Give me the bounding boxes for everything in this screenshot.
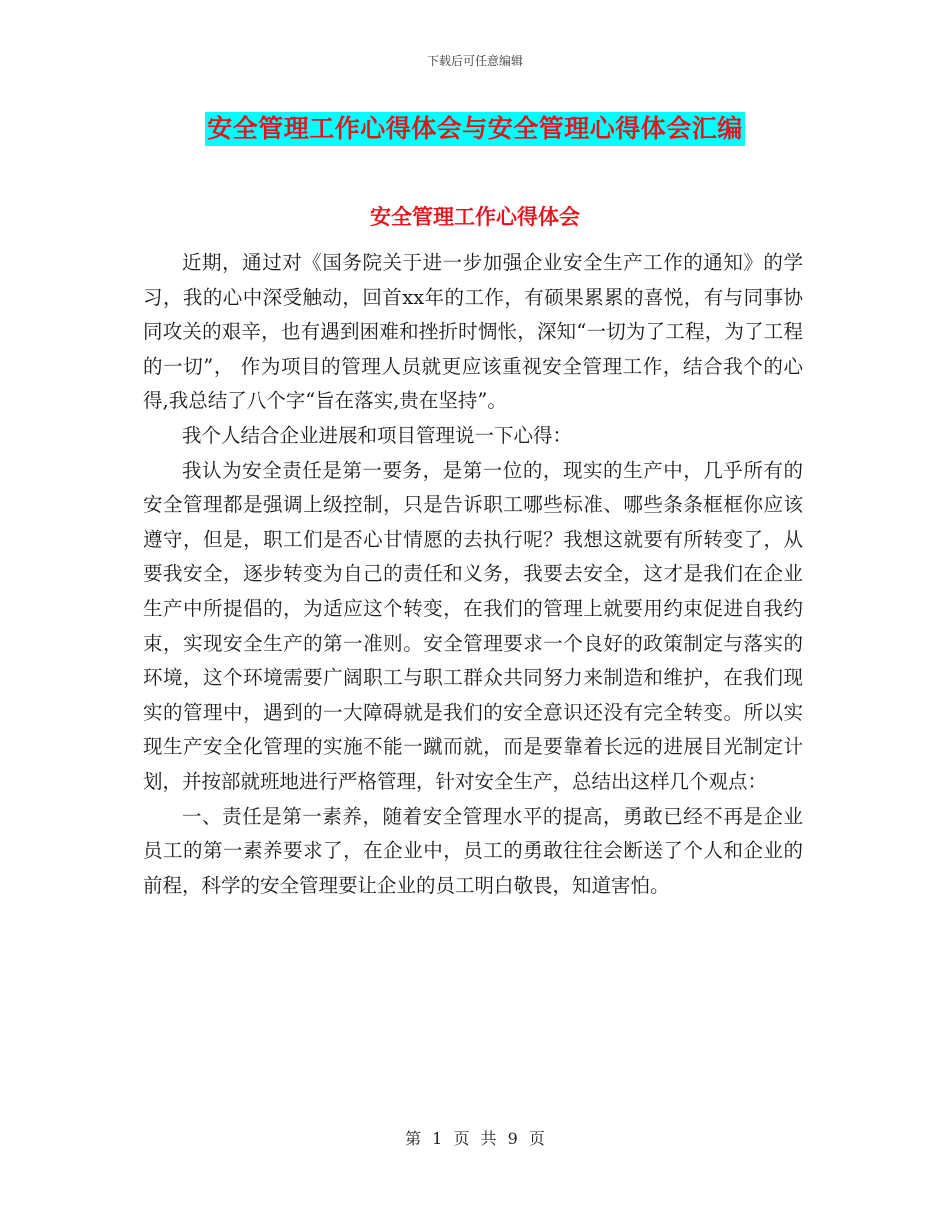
paragraph: 我个人结合企业进展和项目管理说一下心得：	[182, 423, 573, 447]
document-main-title: 安全管理工作心得体会与安全管理心得体会汇编	[205, 112, 745, 146]
page-footer: 第 1 页 共 9 页	[405, 1129, 545, 1148]
section-title: 安全管理工作心得体会	[370, 204, 580, 229]
main-title-container	[0, 112, 950, 146]
paragraph: 一、责任是第一素养，随着安全管理水平的提高，勇敢已经不再是企业员工的第一素养要求了，在企业中，员工的勇敢往往会断送了个人和企业的前程，科学的安全管理要让企业的员工明白敬畏，知道害怕。	[143, 804, 803, 897]
document-body	[143, 246, 803, 903]
paragraph: 我认为安全责任是第一要务，是第一位的，现实的生产中，几乎所有的安全管理都是强调上级控制，只是告诉职工哪些标准、哪些条条框框你应该遵守，但是，职工们是否心甘情愿的去执行呢？我想这就要有所转变了，从要我安全，逐步转变为自己的责任和义务，我要去安全，这才是我们在企业生产中所提倡的，为适应这个转变，在我们的管理上就要用约束促进自我约束，实现安全生产的第一准则。安全管理要求一个良好的政策制定与落实的环境，这个环境需要广阔职工与职工群众共同努力来制造和维护，在我们现实的管理中，遇到的一大障碍就是我们的安全意识还没有完全转变。所以实现生产安全化管理的实施不能一蹴而就，而是要靠着长远的进展目光制定计划，并按部就班地进行严格管理，针对安全生产，总结出这样几个观点：	[143, 458, 803, 793]
paragraph: 近期，通过对《国务院关于进一步加强企业安全生产工作的通知》的学习，我的心中深受触动，回首xx年的工作，有硕果累累的喜悦，有与同事协同攻关的艰辛，也有遇到困难和挫折时惆怅，深知“一切为了工程，为了工程的一切”， 作为项目的管理人员就更应该重视安全管理工作，结合我个的心得,我总结了八个字“旨在落实,贵在坚持”。	[143, 251, 803, 413]
header-note: 下载后可任意编辑	[426, 54, 523, 68]
